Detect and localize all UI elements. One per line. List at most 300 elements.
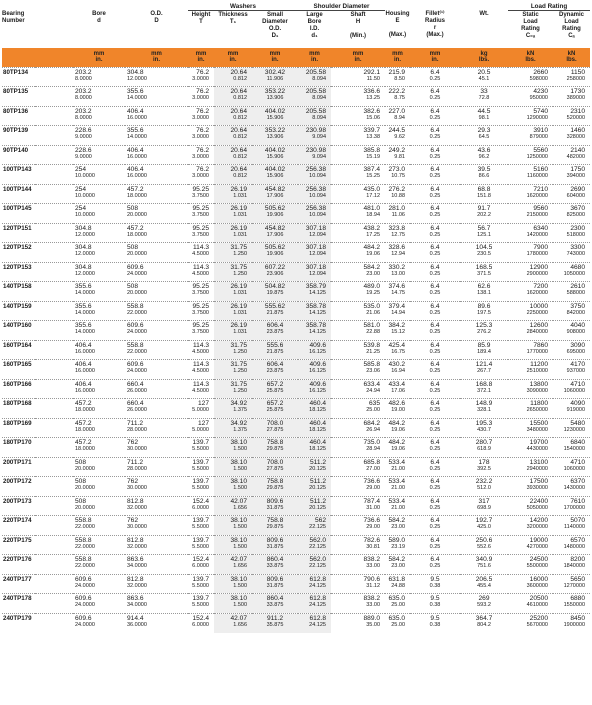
metric-value: 114.3 <box>192 380 209 388</box>
imperial-value: 1.250 <box>233 368 247 374</box>
metric-value: 1750 <box>570 166 586 173</box>
imperial-value: 31.00 <box>366 504 380 511</box>
imperial-value: 23.875 <box>266 329 284 335</box>
value-cell-small-diameter <box>252 360 298 380</box>
metric-value: 31.75 <box>230 380 247 388</box>
metric-value: 6.4 <box>430 263 440 271</box>
metric-value: 657.2 <box>266 380 284 388</box>
value-cell-thickness <box>214 243 252 263</box>
imperial-value: 3.7500 <box>192 212 209 218</box>
table-row <box>2 262 590 282</box>
metric-value: 790.6 <box>363 575 380 583</box>
value-cell-fillet-radius <box>410 594 460 614</box>
metric-value: 178 <box>478 458 490 466</box>
value-cell-shaft <box>331 262 385 282</box>
value-cell-thickness <box>214 301 252 321</box>
metric-value: 460.4 <box>309 400 326 407</box>
value-cell-dynamic-load-rating <box>553 67 590 87</box>
metric-value: 612.8 <box>309 614 326 622</box>
imperial-value: 3.7500 <box>192 290 209 296</box>
metric-value: 555.6 <box>266 341 284 349</box>
metric-value: 762 <box>127 478 139 485</box>
metric-value: 609.6 <box>75 575 92 583</box>
value-cell-weight <box>460 243 508 263</box>
value-cell-small-diameter <box>252 204 298 224</box>
imperial-value: 1840000 <box>563 563 586 569</box>
imperial-value: 25.00 <box>366 407 380 413</box>
imperial-value: 12.094 <box>309 231 326 238</box>
metric-value: 168.5 <box>475 263 493 271</box>
imperial-value: 11.06 <box>391 212 405 218</box>
metric-value: 358.79 <box>305 283 326 290</box>
metric-value: 152.4 <box>192 556 209 563</box>
imperial-value: 17.06 <box>391 387 405 394</box>
imperial-value: 18.0000 <box>127 192 147 199</box>
imperial-value: 33.00 <box>366 563 380 569</box>
imperial-value: 23.06 <box>366 368 380 374</box>
value-cell-small-diameter <box>252 438 298 458</box>
metric-value: 6.4 <box>430 166 440 173</box>
imperial-value: 3.0000 <box>192 173 209 179</box>
value-cell-height <box>188 321 214 341</box>
imperial-value: 3.0000 <box>192 134 209 140</box>
imperial-value: 1060000 <box>563 465 586 472</box>
metric-value: 1150 <box>570 68 586 76</box>
value-cell-height <box>188 399 214 419</box>
table-row <box>2 165 590 185</box>
metric-value: 762 <box>127 439 139 446</box>
value-cell-bore <box>73 535 125 555</box>
column-header-line: T₁ <box>229 18 237 25</box>
imperial-value: 5670000 <box>526 621 548 628</box>
metric-value: 838.2 <box>363 556 380 563</box>
metric-value: 250.6 <box>475 536 493 544</box>
imperial-value: 27.875 <box>266 465 284 472</box>
imperial-value: 24.125 <box>309 602 326 608</box>
table-row <box>2 555 590 575</box>
value-cell-large-bore <box>298 282 331 302</box>
imperial-value: 22.125 <box>309 563 326 569</box>
metric-value: 56.7 <box>477 224 491 232</box>
value-cell-bore <box>73 106 125 126</box>
imperial-value: 1.500 <box>233 465 247 472</box>
metric-value: 374.6 <box>388 283 405 290</box>
imperial-value: 15.19 <box>366 153 380 160</box>
value-cell-od <box>125 126 188 146</box>
imperial-value: 21.25 <box>366 348 380 355</box>
value-cell-dynamic-load-rating <box>553 379 590 399</box>
metric-value: 19000 <box>529 536 548 544</box>
value-cell-thickness <box>214 87 252 107</box>
imperial-value: 0.25 <box>429 563 441 569</box>
metric-value: 430.2 <box>388 361 405 368</box>
imperial-value: 8.094 <box>312 75 326 82</box>
imperial-value: 1430000 <box>563 485 586 491</box>
imperial-value: 1780000 <box>526 251 548 257</box>
value-cell-shaft <box>331 613 385 633</box>
value-cell-static-load-rating <box>508 555 553 575</box>
metric-value: 584.2 <box>388 556 405 563</box>
table-row <box>2 360 590 380</box>
table-row <box>2 145 590 165</box>
metric-value: 68.8 <box>477 185 491 193</box>
value-cell-thickness <box>214 165 252 185</box>
imperial-value: 1230000 <box>563 426 586 433</box>
metric-value: 708.0 <box>266 419 284 427</box>
value-cell-housing <box>385 516 410 536</box>
value-cell-large-bore <box>298 204 331 224</box>
imperial-value: 2940000 <box>526 465 548 472</box>
table-row <box>2 184 590 204</box>
imperial-value: 2250000 <box>526 309 548 316</box>
bearing-number-cell: 160TP164 <box>2 340 73 360</box>
bearing-number-cell: 140TP159 <box>2 301 73 321</box>
imperial-value: 197.5 <box>477 309 491 316</box>
imperial-value: 13.38 <box>366 134 380 140</box>
value-cell-large-bore <box>298 126 331 146</box>
imperial-value: 1.031 <box>233 309 247 316</box>
imperial-value: 394000 <box>566 173 586 179</box>
value-cell-weight <box>460 438 508 458</box>
imperial-value: 0.38 <box>429 621 441 628</box>
imperial-value: 455.4 <box>477 582 491 589</box>
value-cell-housing <box>385 340 410 360</box>
imperial-value: 588000 <box>566 290 586 296</box>
imperial-value: 21.00 <box>391 485 405 491</box>
value-cell-height <box>188 340 214 360</box>
value-cell-thickness <box>214 516 252 536</box>
metric-value: 95.25 <box>192 185 209 193</box>
imperial-value: 23.00 <box>366 270 380 277</box>
unit-header-row <box>2 48 590 67</box>
value-cell-fillet-radius <box>410 438 460 458</box>
metric-value: 256.38 <box>305 166 326 173</box>
metric-value: 364.7 <box>475 614 493 622</box>
value-cell-weight <box>460 613 508 633</box>
metric-value: 736.6 <box>363 517 380 524</box>
imperial-value: 35.875 <box>266 621 284 628</box>
metric-value: 17500 <box>529 478 548 485</box>
imperial-value: 18.125 <box>309 407 326 413</box>
column-header-line: Large <box>306 11 323 18</box>
imperial-value: 16.0000 <box>75 348 95 355</box>
metric-value: 12600 <box>529 322 548 329</box>
value-cell-dynamic-load-rating <box>553 516 590 536</box>
imperial-value: 12.094 <box>309 251 326 257</box>
imperial-value: 598000 <box>529 75 548 82</box>
value-cell-weight <box>460 87 508 107</box>
metric-value: 280.7 <box>475 439 493 446</box>
metric-value: 95.25 <box>192 224 209 232</box>
metric-value: 387.4 <box>363 166 380 173</box>
value-cell-fillet-radius <box>410 477 460 497</box>
metric-value: 406.4 <box>75 361 92 368</box>
metric-value: 812.8 <box>127 536 144 544</box>
imperial-value: 10.0000 <box>75 212 95 218</box>
imperial-value: 2840000 <box>526 329 548 335</box>
imperial-value: 1480000 <box>563 543 586 550</box>
value-cell-dynamic-load-rating <box>553 165 590 185</box>
metric-value: 6340 <box>533 224 548 232</box>
metric-value: 457.2 <box>127 185 144 193</box>
column-header-static-load-rating <box>508 10 553 48</box>
imperial-value: 825000 <box>566 212 586 218</box>
metric-value: 139.7 <box>192 458 209 466</box>
imperial-value: 23.906 <box>266 270 284 277</box>
metric-value: 406.4 <box>127 166 144 173</box>
imperial-value: 3.0000 <box>192 153 209 160</box>
imperial-value: 267.7 <box>477 368 491 374</box>
metric-value: 504.82 <box>264 283 286 290</box>
value-cell-shaft <box>331 418 385 438</box>
value-cell-dynamic-load-rating <box>553 457 590 477</box>
value-cell-bore <box>73 360 125 380</box>
value-cell-od <box>125 574 188 594</box>
imperial-value: 3.0000 <box>192 114 209 121</box>
imperial-value: 4610000 <box>526 602 548 608</box>
imperial-value: 12.094 <box>309 270 326 277</box>
imperial-value: 13.906 <box>266 134 284 140</box>
value-cell-large-bore <box>298 418 331 438</box>
imperial-value: 23.875 <box>266 368 284 374</box>
metric-value: 809.6 <box>266 497 284 505</box>
value-cell-static-load-rating <box>508 184 553 204</box>
value-cell-shaft <box>331 321 385 341</box>
imperial-value: 14.125 <box>309 290 326 296</box>
imperial-value: 13.906 <box>266 95 284 101</box>
metric-value: 29.3 <box>477 127 491 134</box>
column-header-line: C₀ₐ <box>525 32 536 39</box>
metric-value: 609.6 <box>75 595 92 602</box>
metric-value: 584.2 <box>388 517 405 524</box>
metric-value: 19700 <box>529 439 548 446</box>
value-cell-large-bore <box>298 184 331 204</box>
bearing-number-cell: 120TP153 <box>2 262 73 282</box>
unit-cell-large-bore <box>298 48 331 67</box>
column-header-fillet-radius <box>410 10 460 48</box>
metric-value: 911.2 <box>266 614 283 622</box>
metric-value: 127 <box>197 400 209 407</box>
metric-value: 355.6 <box>127 88 144 95</box>
imperial-value: 1.031 <box>233 192 247 199</box>
imperial-value: 5.5000 <box>192 446 209 452</box>
value-cell-large-bore <box>298 574 331 594</box>
metric-value: 353.22 <box>264 127 286 134</box>
value-cell-static-load-rating <box>508 262 553 282</box>
value-cell-weight <box>460 204 508 224</box>
metric-value: 385.8 <box>363 146 380 154</box>
table-row <box>2 243 590 263</box>
value-cell-shaft <box>331 360 385 380</box>
metric-value: 91.7 <box>477 205 491 212</box>
metric-value: 292.1 <box>363 68 380 76</box>
value-cell-height <box>188 67 214 87</box>
value-cell-weight <box>460 282 508 302</box>
metric-value: 404.02 <box>264 146 286 154</box>
metric-value: 76.2 <box>196 68 209 76</box>
table-row <box>2 594 590 614</box>
imperial-value: 13.25 <box>366 95 380 101</box>
imperial-value: 32.0000 <box>127 543 147 550</box>
metric-value: 20.64 <box>230 127 247 134</box>
metric-value: 409.6 <box>309 361 326 368</box>
imperial-value: 16.0000 <box>127 173 147 179</box>
value-cell-fillet-radius <box>410 574 460 594</box>
value-cell-dynamic-load-rating <box>553 262 590 282</box>
imperial-value: 11.50 <box>366 75 380 82</box>
value-cell-large-bore <box>298 262 331 282</box>
value-cell-od <box>125 457 188 477</box>
imperial-value: 23.19 <box>391 543 405 550</box>
value-cell-shaft <box>331 106 385 126</box>
value-cell-weight <box>460 594 508 614</box>
imperial-value: 1620000 <box>526 192 548 199</box>
table-row <box>2 340 590 360</box>
unit-label: in. <box>271 57 279 64</box>
metric-value: 508 <box>127 205 139 212</box>
column-header-line: Wt. <box>479 11 489 17</box>
imperial-value: 1.250 <box>233 270 247 277</box>
imperial-value: 15.906 <box>266 153 284 160</box>
imperial-value: 13.00 <box>391 270 405 277</box>
metric-value: 404.02 <box>264 166 286 173</box>
metric-value: 914.4 <box>127 614 144 622</box>
value-cell-housing <box>385 106 410 126</box>
metric-value: 89.6 <box>477 302 491 310</box>
metric-value: 454.82 <box>264 185 286 193</box>
value-cell-thickness <box>214 379 252 399</box>
bearing-number-cell: 240TP178 <box>2 594 73 614</box>
imperial-value: 258000 <box>566 75 586 82</box>
imperial-value: 19.06 <box>391 446 405 452</box>
bearing-number-cell: 120TP151 <box>2 223 73 243</box>
imperial-value: 26.0000 <box>127 387 147 394</box>
bearing-number-cell: 90TP139 <box>2 126 73 146</box>
value-cell-shaft <box>331 165 385 185</box>
imperial-value: 4.5000 <box>192 270 209 277</box>
metric-value: 6.4 <box>430 341 440 349</box>
table-row <box>2 87 590 107</box>
value-cell-large-bore <box>298 106 331 126</box>
value-cell-dynamic-load-rating <box>553 106 590 126</box>
imperial-value: 15.906 <box>266 114 284 121</box>
imperial-value: 1.375 <box>233 426 247 433</box>
value-cell-height <box>188 223 214 243</box>
imperial-value: 0.812 <box>233 75 247 82</box>
metric-value: 404.02 <box>264 107 286 115</box>
metric-value: 205.58 <box>305 107 326 115</box>
value-cell-od <box>125 282 188 302</box>
unit-cell-static-load-rating <box>508 48 553 67</box>
metric-value: 484.2 <box>388 419 405 427</box>
unit-cell-shaft <box>331 48 385 67</box>
metric-value: 25200 <box>529 614 548 622</box>
metric-value: 562.0 <box>309 556 326 563</box>
metric-value: 307.18 <box>305 263 326 271</box>
metric-value: 7900 <box>533 244 548 251</box>
column-header-thickness <box>214 10 252 48</box>
value-cell-height <box>188 360 214 380</box>
value-cell-static-load-rating <box>508 145 553 165</box>
imperial-value: 20.0000 <box>127 251 147 257</box>
value-cell-thickness <box>214 438 252 458</box>
metric-value: 95.25 <box>192 302 209 310</box>
value-cell-od <box>125 223 188 243</box>
value-cell-static-load-rating <box>508 594 553 614</box>
value-cell-small-diameter <box>252 106 298 126</box>
metric-value: 406.4 <box>127 107 144 115</box>
imperial-value: 4.5000 <box>192 368 209 374</box>
column-header-small-diameter <box>252 10 298 48</box>
imperial-value: 24.0000 <box>127 270 147 277</box>
unit-cell-fillet-radius <box>410 48 460 67</box>
imperial-value: 0.38 <box>429 602 441 608</box>
metric-value: 5560 <box>533 146 548 154</box>
bearing-number-cell: 200TP173 <box>2 496 73 516</box>
imperial-value: 3.7500 <box>192 231 209 238</box>
metric-value: 304.8 <box>75 263 92 271</box>
metric-value: 406.4 <box>75 380 92 388</box>
unit-cell-weight <box>460 48 508 67</box>
imperial-value: 4.5000 <box>192 251 209 257</box>
imperial-value: 15.06 <box>366 114 380 121</box>
metric-value: 302.42 <box>264 68 286 76</box>
bearing-number-cell: 100TP144 <box>2 184 73 204</box>
imperial-value: 0.25 <box>429 465 441 472</box>
imperial-value: 31.12 <box>366 582 380 589</box>
value-cell-static-load-rating <box>508 321 553 341</box>
unit-label: in. <box>311 57 318 64</box>
value-cell-height <box>188 535 214 555</box>
metric-value: 558.8 <box>127 302 144 310</box>
imperial-value: 20.0000 <box>127 212 147 218</box>
value-cell-shaft <box>331 574 385 594</box>
unit-label: lbs. <box>478 57 490 64</box>
value-cell-static-load-rating <box>508 477 553 497</box>
metric-value: 20.64 <box>230 107 247 115</box>
metric-value: 222.2 <box>388 88 405 95</box>
value-cell-thickness <box>214 321 252 341</box>
imperial-value: 20.0000 <box>75 485 95 491</box>
value-cell-bore <box>73 438 125 458</box>
metric-value: 249.2 <box>388 146 405 154</box>
value-cell-weight <box>460 145 508 165</box>
value-cell-fillet-radius <box>410 87 460 107</box>
value-cell-fillet-radius <box>410 243 460 263</box>
metric-value: 612.8 <box>309 575 326 583</box>
metric-value: 860.4 <box>266 556 284 563</box>
bearing-number-cell: 80TP135 <box>2 87 73 107</box>
value-cell-static-load-rating <box>508 379 553 399</box>
metric-value: 26.19 <box>230 205 247 212</box>
metric-value: 505.62 <box>264 205 286 212</box>
metric-value: 20.64 <box>230 88 247 95</box>
value-cell-fillet-radius <box>410 204 460 224</box>
metric-value: 5070 <box>570 517 586 524</box>
metric-value: 607.22 <box>264 263 286 271</box>
metric-value: 782.6 <box>363 536 380 544</box>
imperial-value: 618.9 <box>477 446 491 452</box>
value-cell-shaft <box>331 477 385 497</box>
imperial-value: 0.25 <box>429 114 441 121</box>
imperial-value: 5.0000 <box>192 426 209 433</box>
metric-value: 860.4 <box>266 595 284 602</box>
column-header-shaft <box>331 10 385 48</box>
value-cell-height <box>188 145 214 165</box>
imperial-value: 45.1 <box>478 75 490 82</box>
value-cell-small-diameter <box>252 126 298 146</box>
value-cell-thickness <box>214 360 252 380</box>
